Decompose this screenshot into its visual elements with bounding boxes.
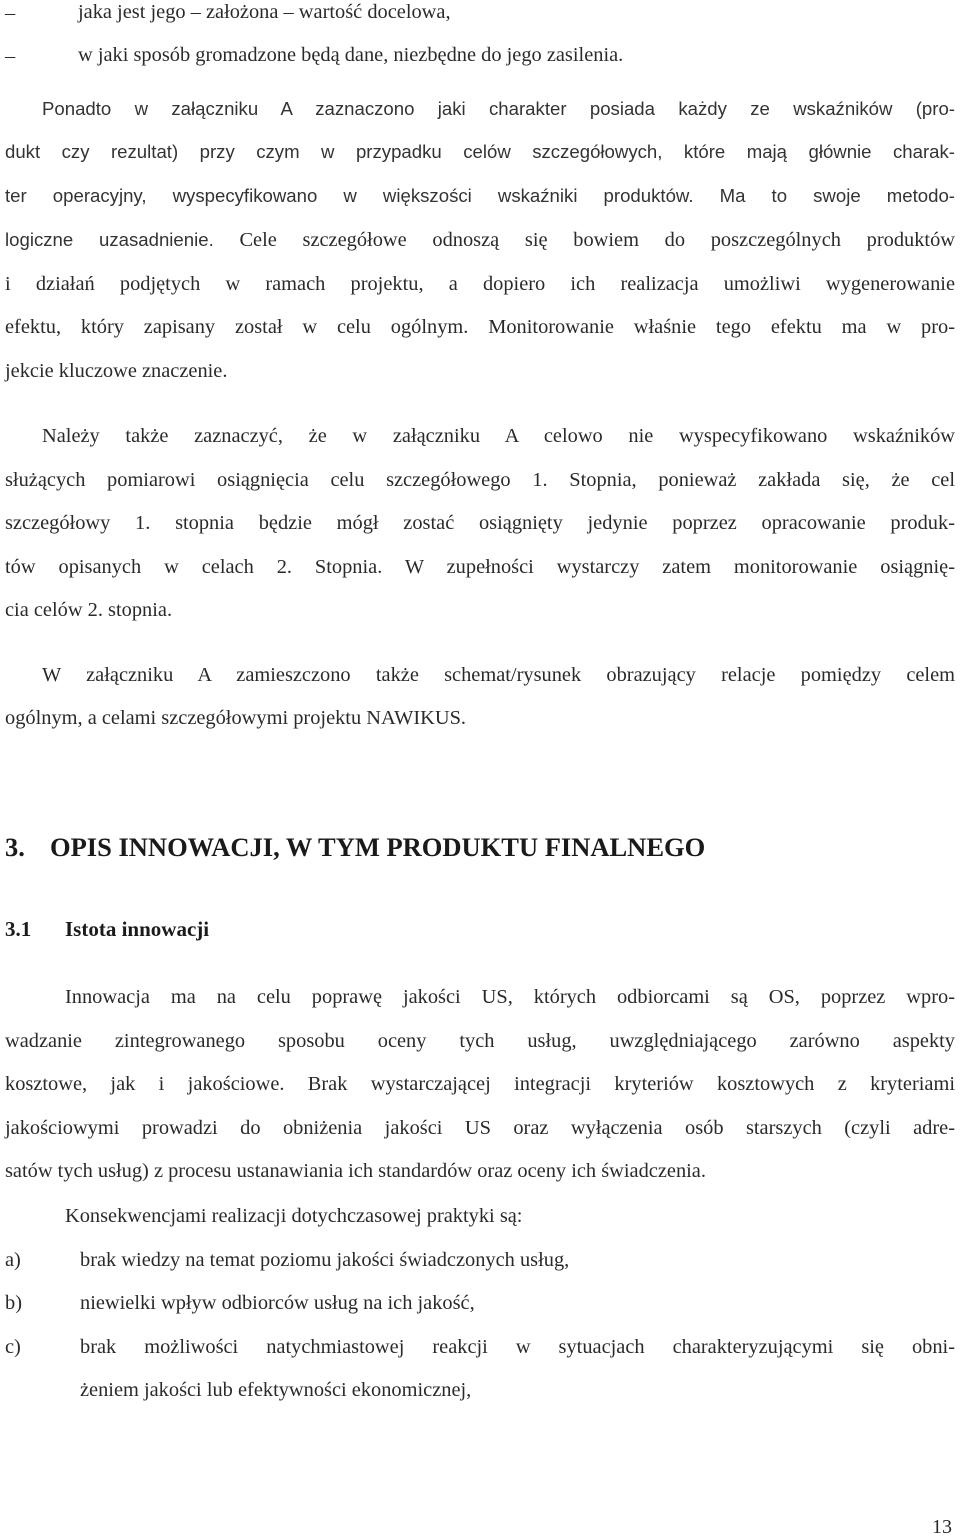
subsection-number: 3.1 — [5, 917, 32, 941]
paragraph-line: kosztowe, jak i jakościowe. Brak wystarczającej integracji kryteriów kosztowych z kryteriami — [5, 1073, 955, 1095]
paragraph-line: dukt czy rezultat) przy czym w przypadku celów szczegółowych, które mają głównie charak- — [5, 141, 955, 162]
paragraph-line: służących pomiarowi osiągnięcia celu szczegółowego 1. Stopnia, ponieważ zakłada się, że cel — [5, 469, 955, 491]
paragraph-line — [5, 230, 955, 250]
dash-item: jaka jest jego – założona – wartość docelowa, — [78, 1, 451, 23]
list-marker: c) — [5, 1336, 21, 1358]
list-item: brak wiedzy na temat poziomu jakości świadczonych usług, — [80, 1249, 570, 1271]
paragraph-line: Ponadto w załączniku A zaznaczono jaki charakter posiada każdy ze wskaźników (pro- — [42, 98, 955, 119]
paragraph-line: ogólnym, a celami szczegółowymi projektu NAWIKUS. — [5, 707, 467, 729]
paragraph-fragment: logiczne uzasadnienie. — [5, 229, 214, 250]
paragraph-line: W załączniku A zamieszczono także schemat/rysunek obrazujący relacje pomiędzy celem — [42, 664, 955, 686]
paragraph-line: wadzanie zintegrowanego sposobu oceny tych usług, uwzględniającego zarówno aspekty — [5, 1030, 955, 1052]
paragraph-line: cia celów 2. stopnia. — [5, 599, 173, 621]
paragraph-line: satów tych usług) z procesu ustanawiania ich standardów oraz oceny ich świadczenia. — [5, 1160, 706, 1182]
list-marker: a) — [5, 1249, 21, 1271]
section-heading — [5, 834, 25, 861]
dash-bullet: – — [5, 2, 16, 24]
page-number: 13 — [932, 1516, 952, 1538]
section-number: 3. — [5, 832, 25, 862]
paragraph-line: jekcie kluczowe znaczenie. — [5, 360, 228, 382]
dash-bullet: – — [5, 45, 16, 67]
dash-item: w jaki sposób gromadzone będą dane, niezbędne do jego zasilenia. — [78, 44, 624, 66]
paragraph-line: efektu, który zapisany został w celu ogólnym. Monitorowanie właśnie tego efektu ma w pro- — [5, 316, 955, 338]
subsection-title: Istota innowacji — [65, 917, 210, 941]
section-title: OPIS INNOWACJI, W TYM PRODUKTU FINALNEGO — [50, 832, 706, 862]
list-item-continuation: żeniem jakości lub efektywności ekonomicznej, — [80, 1379, 472, 1401]
paragraph-line: i działań podjętych w ramach projektu, a dopiero ich realizacja umożliwi wygenerowanie — [5, 273, 955, 295]
paragraph-fragment: Cele szczegółowe odnoszą się bowiem do poszczególnych produktów — [239, 229, 955, 251]
paragraph-line: szczegółowy 1. stopnia będzie mógł zostać osiągnięty jedynie poprzez opracowanie produk- — [5, 512, 955, 534]
paragraph-line: jakościowymi prowadzi do obniżenia jakości US oraz wyłączenia osób starszych (czyli adre- — [5, 1117, 955, 1139]
paragraph-line: Innowacja ma na celu poprawę jakości US, których odbiorcami są OS, poprzez wpro- — [65, 986, 955, 1008]
paragraph-line: Konsekwencjami realizacji dotychczasowej praktyki są: — [65, 1205, 523, 1227]
paragraph-line: Należy także zaznaczyć, że w załączniku A celowo nie wyspecyfikowano wskaźników — [42, 425, 955, 447]
list-item: brak możliwości natychmiastowej reakcji w sytuacjach charakteryzującymi się obni- — [80, 1336, 955, 1358]
list-marker: b) — [5, 1292, 22, 1314]
paragraph-line: ter operacyjny, wyspecyfikowano w większości wskaźniki produktów. Ma to swoje metodo- — [5, 185, 955, 206]
paragraph-line: tów opisanych w celach 2. Stopnia. W zupełności wystarczy zatem monitorowanie osiągnię- — [5, 556, 955, 578]
list-item: niewielki wpływ odbiorców usług na ich jakość, — [80, 1292, 475, 1314]
